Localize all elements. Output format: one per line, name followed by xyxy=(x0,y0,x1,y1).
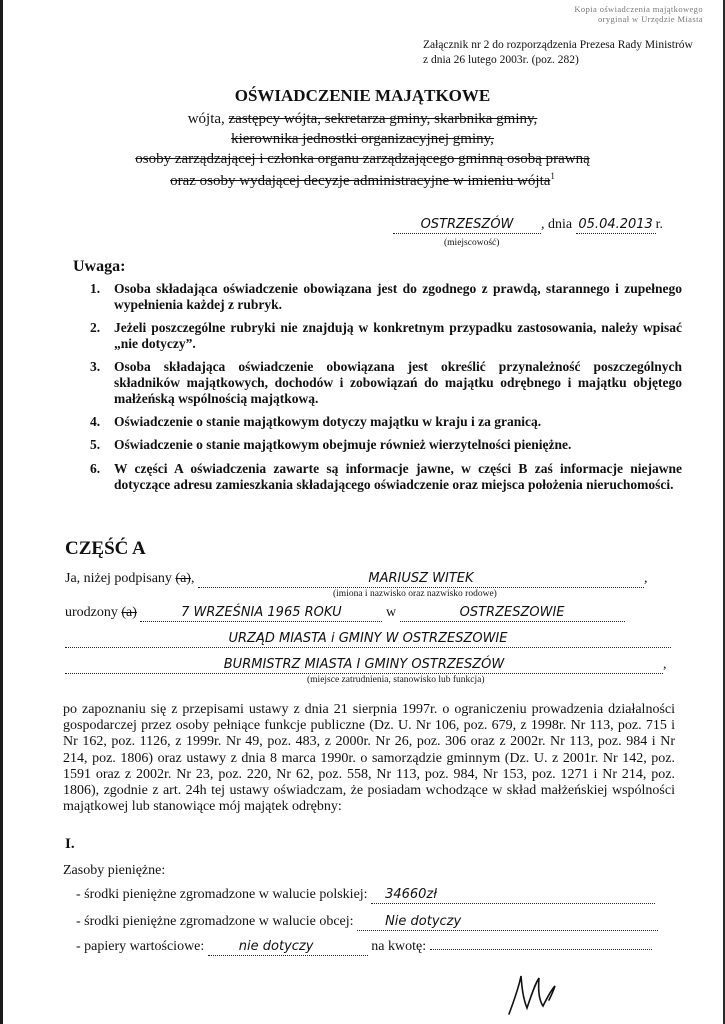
note-4 xyxy=(90,414,682,430)
note-5-text: Oświadczenie o stanie majątkowym obejmuje również wierzytelności pieniężne. xyxy=(114,437,572,452)
securities-label: - papiery wartościowe: xyxy=(76,939,205,954)
note-1-text: Osoba składająca oświadczenie obowiązana jest do zgodnego z prawdą, starannego i zupełnego wypełnienia każdej z rubryk. xyxy=(114,281,682,312)
annex-note xyxy=(423,38,693,68)
note-5-num: 5. xyxy=(90,437,101,452)
employer-field xyxy=(65,631,671,648)
w-label: w xyxy=(385,605,397,620)
name-value: MARIUSZ WITEK xyxy=(368,571,474,586)
employment-caption: (miejsce zatrudnienia, stanowisko lub funkcja) xyxy=(307,675,485,685)
birth-line xyxy=(65,605,625,622)
note-3 xyxy=(90,359,682,407)
note-3-text: Osoba składająca oświadczenie obowiązana jest określić przynależność poszczególnych składników majątkowych, dochodów i zobowiązań do majątku odrębnego i majątku objętego małżeńską wspólnością majątkową. xyxy=(114,359,682,406)
note-5 xyxy=(90,437,682,453)
note-2-text: Jeżeli poszczególne rubryki nie znajdują w konkretnym przypadku zastosowania, należy wpisać „nie dotyczy”. xyxy=(114,320,682,351)
date-suffix: r. xyxy=(655,217,663,232)
na-kwote-label: na kwotę: xyxy=(371,939,427,954)
securities-line xyxy=(76,939,652,956)
stamp-line-1: Kopia oświadczenia majątkowego xyxy=(574,4,703,14)
note-4-num: 4. xyxy=(90,414,101,429)
document-title: OŚWIADCZENIE MAJĄTKOWE xyxy=(234,86,491,105)
note-4-text: Oświadczenie o stanie majątkowym dotyczy majątku w kraju i za granicą. xyxy=(114,414,542,429)
annex-line-2: z dnia 26 lutego 2003r. (poz. 282) xyxy=(423,54,579,66)
employer-line xyxy=(65,631,671,648)
annex-line-1: Załącznik nr 2 do rozporządzenia Prezesa Rady Ministrów xyxy=(423,39,693,51)
struck-role-1: zastępcy wójta, sekretarza gminy, skarbnika gminy, xyxy=(228,111,538,127)
polish-currency-label: - środki pieniężne zgromadzone w walucie polskiej: xyxy=(76,887,368,902)
polish-currency-line xyxy=(76,887,655,904)
polish-currency-value: 34660zł xyxy=(385,887,437,902)
zasoby-label: Zasoby pieniężne: xyxy=(63,863,166,878)
struck-role-4: oraz osoby wydającej decyzje administracyjne w imieniu wójta xyxy=(170,173,551,189)
note-1-num: 1. xyxy=(90,281,101,296)
birth-date-field xyxy=(140,605,382,622)
position-value: BURMISTRZ MIASTA I GMINY OSTRZESZÓW xyxy=(223,657,505,672)
na-kwote-field xyxy=(430,949,652,950)
section-i-heading: I. xyxy=(65,836,75,852)
birth-date-value: 7 WRZEŚNIA 1965 ROKU xyxy=(181,605,342,620)
foreign-currency-field xyxy=(357,914,658,931)
foreign-currency-line xyxy=(76,914,658,931)
stamp-line-2: oryginał w Urzędzie Miasta xyxy=(597,14,703,24)
struck-role-2: kierownika jednostki organizacyjnej gminy, xyxy=(231,131,494,147)
copy-stamp xyxy=(543,4,703,24)
signature-mark xyxy=(505,968,565,1018)
place-date-line xyxy=(393,217,663,234)
place-caption: (miejscowość) xyxy=(444,238,500,248)
note-6-num: 6. xyxy=(90,461,101,476)
dnia-label: , dnia xyxy=(541,217,573,232)
date-value: 05.04.2013 xyxy=(578,217,653,232)
birth-place-value: OSTRZESZOWIE xyxy=(459,605,565,620)
place-field xyxy=(393,217,541,234)
employer-value: URZĄD MIASTA i GMINY W OSTRZESZOWIE xyxy=(228,631,508,646)
note-6 xyxy=(90,461,682,493)
note-1 xyxy=(90,281,682,313)
name-field xyxy=(198,571,644,588)
date-field xyxy=(576,217,656,234)
footnote-mark: 1 xyxy=(550,171,555,181)
note-6-text: W części A oświadczenia zawarte są informacje jawne, w części B zaś informacje niejawne dotyczące adresu zamieszkania składającego oświadczenie oraz miejsca położenia nieruchomości. xyxy=(114,461,682,492)
struck-role-3: osoby zarządzającej i członka organu zarządzającego gminną osobą prawną xyxy=(135,151,590,167)
a-struck: (a) xyxy=(175,571,191,586)
polish-currency-field xyxy=(371,887,655,904)
position-field xyxy=(65,657,663,674)
note-2 xyxy=(90,320,682,352)
securities-value: nie dotyczy xyxy=(238,939,314,954)
foreign-currency-label: - środki pieniężne zgromadzone w walucie obcej: xyxy=(76,914,354,929)
wojta-label: wójta, xyxy=(187,111,225,127)
name-line: Ja, niżej podpisany (a), MARIUSZ WITEK , xyxy=(65,571,648,586)
ja-label: Ja, niżej podpisany xyxy=(65,571,172,586)
subtitle-line-1 xyxy=(0,111,725,128)
securities-field xyxy=(208,939,368,956)
part-a-heading: CZĘŚĆ A xyxy=(65,538,146,559)
position-line: BURMISTRZ MIASTA I GMINY OSTRZESZÓW , xyxy=(65,657,667,674)
a-struck-2: (a) xyxy=(121,605,137,620)
birth-place-field xyxy=(400,605,625,622)
urodzony-label: urodzony xyxy=(65,605,118,620)
uwaga-heading: Uwaga: xyxy=(73,258,126,275)
declaration-paragraph: po zapoznaniu się z przepisami ustawy z dnia 21 sierpnia 1997r. o ograniczeniu prowadzenia działalności gospodarczej przez osoby pełniące funkcje publiczne (Dz. U. Nr 106, poz. 679, z 1998r. Nr 113, poz. 715 i Nr 162, poz. 1126, z 1999r. Nr 49, poz. 483, z 2000r. Nr 26, poz. 306 oraz z 2002r. Nr 113, poz. 984 i Nr 214, poz. 1806) oraz ustawy z dnia 8 marca 1990r. o samorządzie gminnym (Dz. U. z 2001r. Nr 142, poz. 1591 oraz z 2002r. Nr 23, poz. 220, Nr 62, poz. 558, Nr 113, poz. 984, Nr 153, poz. 1271 i Nr 214, poz. 1806), zgodnie z art. 24h tej ustawy oświadczam, że posiadam wchodzące w skład małżeńskiej wspólności majątkowej lub stanowiące mój majątek odrębny: xyxy=(63,702,675,815)
note-2-num: 2. xyxy=(90,320,101,335)
note-3-num: 3. xyxy=(90,359,101,374)
foreign-currency-value: Nie dotyczy xyxy=(385,914,462,929)
subtitle-line-4 xyxy=(0,171,725,190)
place-value: OSTRZESZÓW xyxy=(420,217,514,232)
name-caption: (imiona i nazwisko oraz nazwisko rodowe) xyxy=(333,589,497,599)
